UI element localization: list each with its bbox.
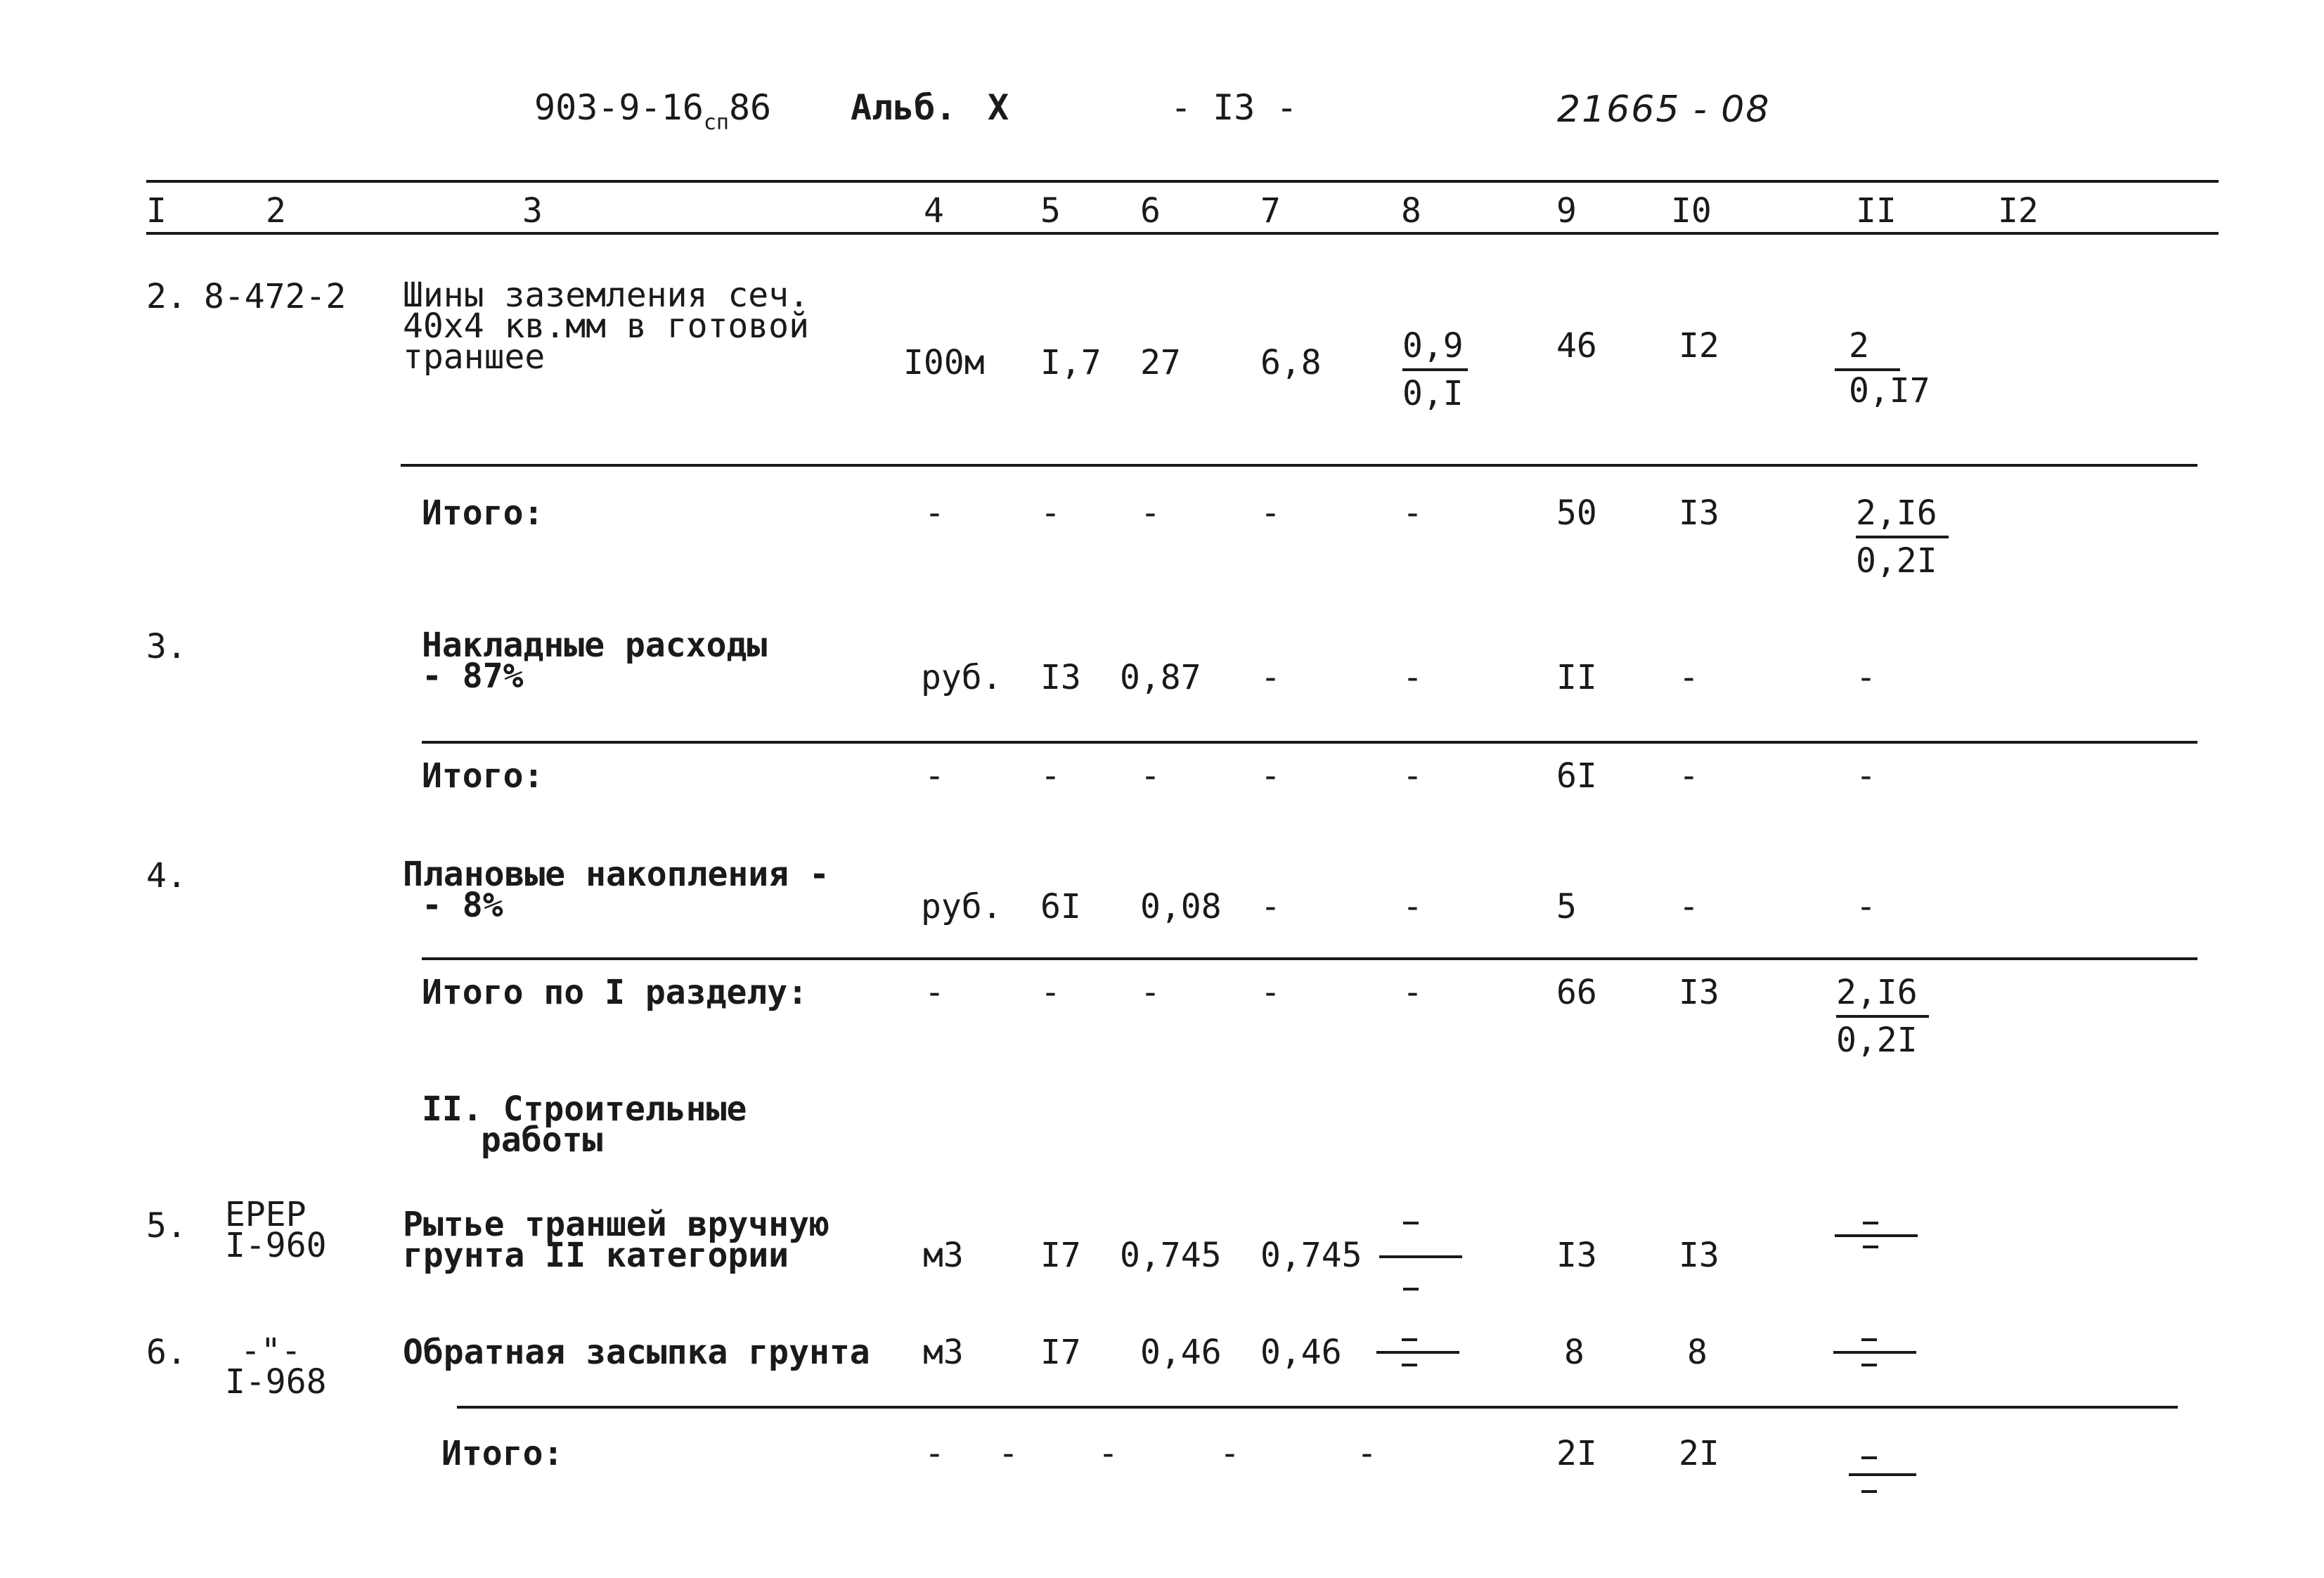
col-6-header: 6	[1140, 191, 1161, 231]
dash-col4: -	[924, 1434, 945, 1473]
fraction-bar	[1379, 1255, 1462, 1258]
row-code-line: I-960	[225, 1226, 327, 1265]
row-code-line: I-968	[225, 1362, 327, 1402]
fraction-denominator: 0,2I	[1836, 1021, 1918, 1060]
row-name-line: траншее	[403, 337, 546, 377]
row-col8-fraction	[1402, 326, 1468, 413]
row-col11-fraction	[1836, 973, 1929, 1060]
row-name-line: - 87%	[422, 657, 524, 696]
row-number: 4.	[146, 856, 187, 895]
total-label: Итого по I разделу:	[422, 973, 808, 1012]
fraction-numerator: 2,I6	[1856, 496, 1949, 538]
col-12-header: I2	[1998, 191, 2039, 231]
dash-col8: -	[1357, 1434, 1377, 1473]
row-name-line: Шины заземления сеч.	[403, 276, 809, 315]
dash-col10: -	[1679, 756, 1699, 796]
row-name-line: Рытье траншей вручную	[403, 1205, 829, 1244]
row-number: 6.	[146, 1333, 187, 1372]
album-label: Альб.	[851, 87, 957, 128]
row-code	[225, 1195, 327, 1265]
header-rule-top	[146, 180, 2219, 183]
album-number: X	[988, 87, 1009, 128]
row-col9: I3	[1556, 1236, 1597, 1275]
fraction-numerator: 2,I6	[1836, 976, 1929, 1018]
row-qty: I7	[1040, 1333, 1081, 1372]
doc-code	[534, 87, 772, 135]
row-code: 8-472-2	[204, 277, 347, 316]
row-col6: 27	[1140, 343, 1181, 382]
total-label: Итого:	[441, 1434, 564, 1473]
dash-col8: -	[1402, 887, 1423, 926]
row-name-line: - 8%	[422, 886, 503, 925]
row-unit: руб.	[921, 887, 1002, 926]
row-col9: II	[1556, 658, 1597, 697]
row-col10: 8	[1687, 1333, 1708, 1372]
row-col9: 5	[1556, 887, 1577, 926]
row-unit: м3	[923, 1236, 964, 1275]
dash-mark	[1861, 1456, 1877, 1459]
fraction-numerator: 2	[1835, 329, 1900, 371]
dash-col7: -	[1260, 973, 1281, 1012]
dash-col5: -	[998, 1434, 1019, 1473]
col-5-header: 5	[1040, 191, 1061, 231]
dash-col6: -	[1140, 493, 1161, 533]
row-col9: 6I	[1556, 756, 1597, 796]
col-1-header: I	[146, 191, 167, 231]
dash-col11: -	[1856, 658, 1876, 697]
fraction-bar	[1376, 1351, 1459, 1354]
dash-col8: -	[1402, 658, 1423, 697]
row-code-line: ЕРЕР	[225, 1195, 306, 1234]
row-code	[225, 1331, 327, 1402]
col-11-header: II	[1856, 191, 1897, 231]
row-col10: I2	[1679, 326, 1719, 366]
row-name	[422, 626, 768, 696]
row-col7: 6,8	[1260, 343, 1322, 382]
section-title	[422, 1089, 747, 1160]
dash-mark	[1403, 1222, 1419, 1224]
dash-col4: -	[924, 973, 945, 1012]
doc-code-year: 86	[728, 87, 772, 128]
dash-col11: -	[1856, 887, 1876, 926]
row-col6: 0,745	[1120, 1236, 1222, 1275]
row-number: 2.	[146, 277, 187, 316]
row-qty: I3	[1040, 658, 1081, 697]
col-2-header: 2	[266, 191, 286, 231]
col-7-header: 7	[1260, 191, 1281, 231]
row-col6: 0,08	[1140, 887, 1222, 926]
row-col7: 0,46	[1260, 1333, 1342, 1372]
section-title-line: работы	[481, 1120, 603, 1160]
dash-col11: -	[1856, 756, 1876, 796]
col-9-header: 9	[1556, 191, 1577, 231]
dash-mark	[1861, 1338, 1877, 1341]
row-col11-fraction	[1835, 326, 1930, 410]
dash-mark	[1863, 1222, 1878, 1224]
row-code-line: -"-	[240, 1331, 302, 1371]
row-col7: 0,745	[1260, 1236, 1362, 1275]
row-col10: 2I	[1679, 1434, 1719, 1473]
dash-col4: -	[924, 493, 945, 533]
dash-col8: -	[1402, 973, 1423, 1012]
dash-mark	[1863, 1246, 1878, 1248]
row-name-line: Плановые накопления -	[403, 855, 829, 894]
row-rule	[457, 1406, 2178, 1409]
dash-col7: -	[1220, 1434, 1240, 1473]
dash-col10: -	[1679, 887, 1699, 926]
row-col9: 2I	[1556, 1434, 1597, 1473]
col-4-header: 4	[924, 191, 944, 231]
fraction-denominator: 0,2I	[1856, 541, 1937, 581]
dash-col6: -	[1140, 756, 1161, 796]
dash-col7: -	[1260, 658, 1281, 697]
dash-col6: -	[1098, 1434, 1118, 1473]
dash-col5: -	[1040, 756, 1061, 796]
fraction-denominator: 0,I7	[1849, 371, 1930, 410]
total-label: Итого:	[422, 493, 544, 533]
dash-mark	[1403, 1288, 1419, 1291]
dash-col6: -	[1140, 973, 1161, 1012]
row-col9: 66	[1556, 973, 1597, 1012]
fraction-bar	[1849, 1473, 1916, 1476]
row-unit: руб.	[921, 658, 1002, 697]
fraction-bar	[1833, 1351, 1916, 1354]
row-col9: 46	[1556, 326, 1597, 366]
row-name-line: Накладные расходы	[422, 626, 768, 665]
dash-col7: -	[1260, 756, 1281, 796]
header-rule-bottom	[146, 232, 2219, 235]
dash-col5: -	[1040, 973, 1061, 1012]
row-name	[403, 276, 809, 377]
page-number: - I3 -	[1170, 87, 1298, 128]
dash-mark	[1402, 1338, 1417, 1341]
row-qty: I,7	[1040, 343, 1102, 382]
row-rule	[422, 957, 2197, 960]
row-name	[403, 855, 829, 925]
row-qty: I7	[1040, 1236, 1081, 1275]
row-name-line: грунта II категории	[403, 1236, 789, 1275]
row-col10: I3	[1679, 493, 1719, 533]
row-name-line: 40х4 кв.мм в готовой	[403, 306, 809, 346]
col-8-header: 8	[1401, 191, 1421, 231]
row-rule	[422, 741, 2197, 744]
fraction-numerator: 0,9	[1402, 329, 1468, 371]
dash-col5: -	[1040, 493, 1061, 533]
row-col10: I3	[1679, 973, 1719, 1012]
row-name: Обратная засыпка грунта	[403, 1333, 870, 1372]
dash-col7: -	[1260, 887, 1281, 926]
total-label: Итого:	[422, 756, 544, 796]
row-number: 5.	[146, 1206, 187, 1246]
dash-col8: -	[1402, 493, 1423, 533]
row-col10: I3	[1679, 1236, 1719, 1275]
row-col11-fraction	[1856, 493, 1949, 581]
dash-col8: -	[1402, 756, 1423, 796]
dash-mark	[1861, 1364, 1877, 1366]
doc-code-main: 903-9-16	[534, 87, 704, 128]
doc-code-sub: сп	[703, 110, 729, 135]
row-col9: 8	[1564, 1333, 1584, 1372]
handwritten-number: 21665 - 08	[1557, 89, 1771, 131]
section-title-line: II. Строительные	[422, 1089, 747, 1129]
row-name	[403, 1205, 829, 1275]
dash-col10: -	[1679, 658, 1699, 697]
row-qty: 6I	[1040, 887, 1081, 926]
row-number: 3.	[146, 627, 187, 666]
dash-mark	[1861, 1490, 1877, 1493]
dash-col4: -	[924, 756, 945, 796]
col-3-header: 3	[522, 191, 543, 231]
fraction-bar	[1835, 1234, 1918, 1237]
fraction-denominator: 0,I	[1402, 374, 1464, 413]
row-col6: 0,87	[1120, 658, 1201, 697]
row-col9: 50	[1556, 493, 1597, 533]
dash-col7: -	[1260, 493, 1281, 533]
col-10-header: I0	[1671, 191, 1712, 231]
dash-mark	[1402, 1364, 1417, 1366]
row-col6: 0,46	[1140, 1333, 1222, 1372]
row-unit: м3	[923, 1333, 964, 1372]
row-unit: I00м	[903, 343, 985, 382]
row-rule	[401, 464, 2197, 467]
